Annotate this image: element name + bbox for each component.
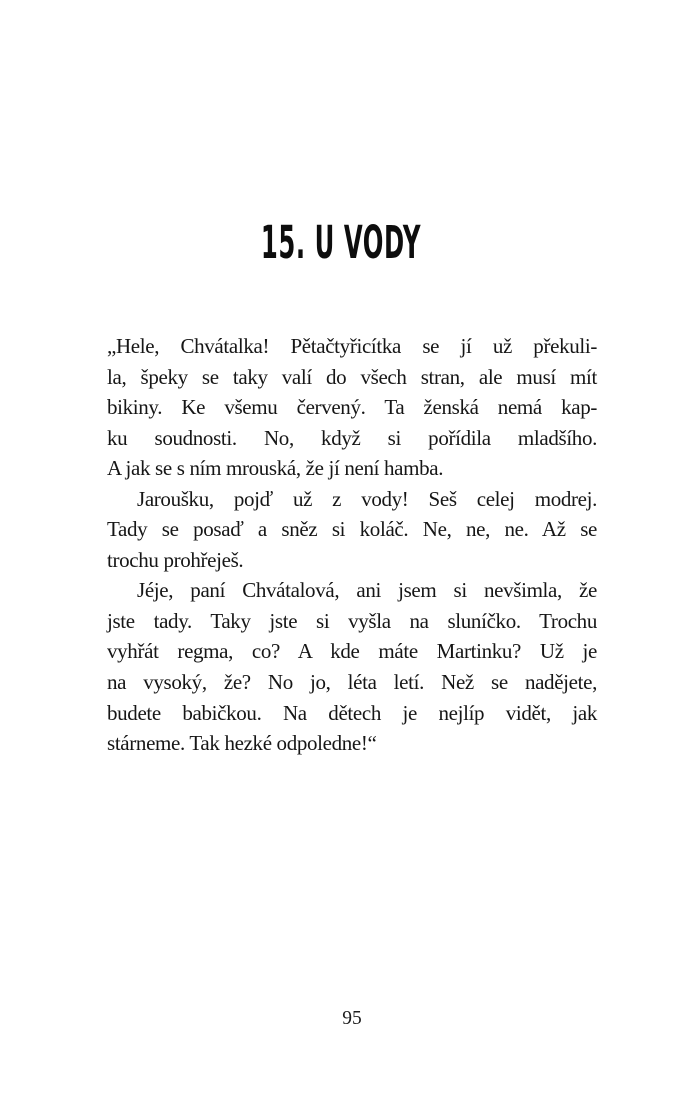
text-line: vyhřát regma, co? A kde máte Martinku? Už je <box>107 639 597 664</box>
text-line: la, špeky se taky valí do všech stran, ale musí mít <box>107 364 597 389</box>
paragraph <box>107 575 597 758</box>
text-line: A jak se s ním mrouská, že jí není hamba. <box>107 456 444 481</box>
chapter-title: 15. U VODY <box>260 216 422 269</box>
text-line: budete babičkou. Na dětech je nejlíp vidět, jak <box>107 700 597 725</box>
text-line: stárneme. Tak hezké odpoledne!“ <box>107 731 377 756</box>
page-number: 95 <box>342 1008 362 1029</box>
text-line: bikiny. Ke všemu červený. Ta ženská nemá kap- <box>107 395 597 420</box>
paragraph <box>107 331 597 484</box>
paragraph <box>107 484 597 576</box>
text-line: Tady se posaď a sněz si koláč. Ne, ne, ne. Až se <box>107 517 597 542</box>
text-line: ku soudnosti. No, když si pořídila mladšího. <box>107 425 597 450</box>
text-line: trochu prohřeješ. <box>107 547 244 572</box>
text-line: jste tady. Taky jste si vyšla na sluníčko. Trochu <box>107 608 597 633</box>
text-line: Jaroušku, pojď už z vody! Seš celej modrej. <box>137 486 597 511</box>
text-line: na vysoký, že? No jo, léta letí. Než se nadějete, <box>107 670 597 695</box>
body-text <box>107 331 597 759</box>
text-line: Jéje, paní Chvátalová, ani jsem si nevšimla, že <box>137 578 597 603</box>
text-line: „Hele, Chvátalka! Pětačtyřicítka se jí už překuli- <box>107 334 597 358</box>
